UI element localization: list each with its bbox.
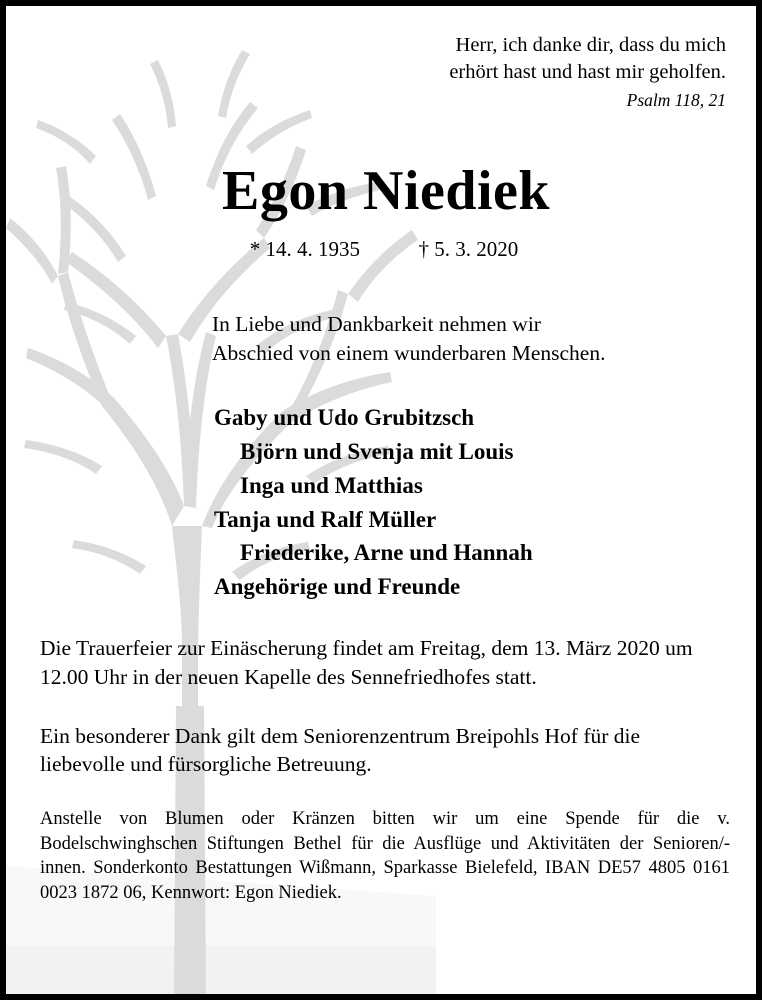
donation-paragraph: Anstelle von Blumen oder Kränzen bitten wir um eine Spende für die v. Bodelschwinghschen Stiftungen Bethel für die Ausflüge und Aktivitäten der Senioren/-innen. Sonderkonto Bestattungen Wißmann, Sparkasse Bielefeld, IBAN DE57 4805 0161 0023 1872 06, Kennwort: Egon Niediek. — [40, 809, 730, 904]
intro-line-1: In Liebe und Dankbarkeit nehmen wir — [212, 312, 541, 337]
family-member: Gaby und Udo Grubitzsch — [214, 405, 475, 431]
family-list — [214, 401, 730, 604]
intro-text — [212, 310, 730, 367]
life-dates — [38, 237, 730, 262]
verse-source: Psalm 118, 21 — [626, 90, 726, 111]
card-content — [6, 6, 756, 994]
family-member: Friederike, Arne und Hannah — [240, 540, 533, 566]
verse-line-1: Herr, ich danke dir, dass du mich — [455, 34, 726, 56]
family-member: Björn und Svenja mit Louis — [240, 439, 514, 465]
family-member: Tanja und Ralf Müller — [214, 506, 437, 532]
verse-text — [32, 32, 726, 86]
verse-line-2: erhört hast und hast mir geholfen. — [449, 61, 726, 84]
family-member: Inga und Matthias — [240, 472, 423, 498]
intro-line-2: Abschied von einem wunderbaren Menschen. — [212, 340, 606, 365]
death-date: † 5. 3. 2020 — [418, 237, 519, 262]
thanks-paragraph: Ein besonderer Dank gilt dem Seniorenzentrum Breipohls Hof für die liebevolle und fürsorgliche Betreuung. — [40, 723, 641, 777]
family-member: Angehörige und Freunde — [214, 574, 461, 600]
ceremony-paragraph: Die Trauerfeier zur Einäscherung findet am Freitag, dem 13. März 2020 um 12.00 Uhr in der neuen Kapelle des Sennefriedhofes statt. — [40, 636, 693, 689]
birth-date: * 14. 4. 1935 — [249, 237, 360, 262]
deceased-name: Egon Niediek — [221, 160, 551, 223]
